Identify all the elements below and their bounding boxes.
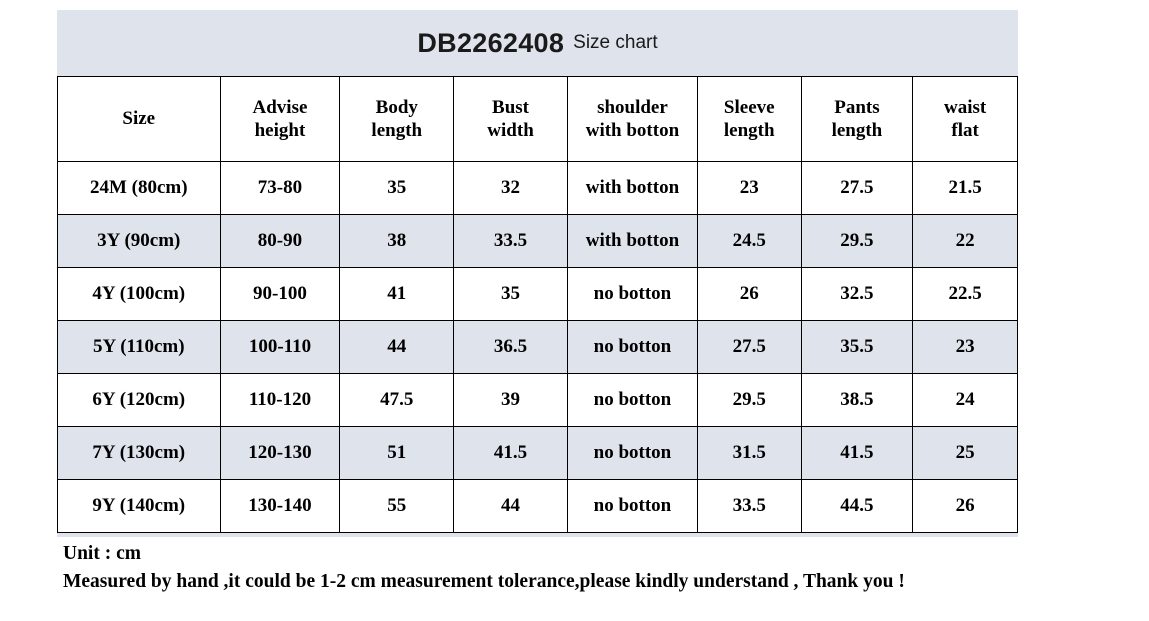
header-line-1: Advise [252,96,308,118]
table-row [58,215,1018,268]
cell-sleeve-length: 24.5 [697,215,801,268]
header-line-1: Body [375,96,418,118]
header-line-2: length [371,120,423,141]
cell-bust-width: 33.5 [454,215,568,268]
cell-advise-height: 110-120 [220,374,340,427]
cell-size: 9Y (140cm) [58,480,221,533]
cell-shoulder: with botton [567,215,697,268]
cell-waist-flat: 26 [913,480,1018,533]
cell-body-length: 47.5 [340,374,454,427]
column-header-shoulder-with-botton [567,77,697,162]
header-line-2: flat [951,120,979,141]
header-line-1: Bust [492,96,530,118]
table-row [58,480,1018,533]
chart-notes [63,540,1103,595]
header-line-2: width [487,120,534,141]
cell-size: 4Y (100cm) [58,268,221,321]
column-header-waist-flat [913,77,1018,162]
cell-sleeve-length: 26 [697,268,801,321]
table-row [58,268,1018,321]
column-header-size [58,77,221,162]
cell-advise-height: 73-80 [220,162,340,215]
header-line-2: length [831,120,883,141]
column-header-sleeve-length [697,77,801,162]
cell-pants-length: 38.5 [801,374,913,427]
cell-body-length: 51 [340,427,454,480]
table-row [58,427,1018,480]
header-line-1: Pants [834,96,880,118]
cell-size: 7Y (130cm) [58,427,221,480]
cell-body-length: 44 [340,321,454,374]
cell-advise-height: 120-130 [220,427,340,480]
cell-sleeve-length: 31.5 [697,427,801,480]
header-line-2: length [723,120,775,141]
cell-pants-length: 27.5 [801,162,913,215]
table-row [58,162,1018,215]
column-header-advise-height [220,77,340,162]
cell-body-length: 55 [340,480,454,533]
header-line-2: height [254,120,306,141]
cell-shoulder: no botton [567,374,697,427]
cell-size: 5Y (110cm) [58,321,221,374]
cell-size: 3Y (90cm) [58,215,221,268]
header-line-1: Size [122,108,156,130]
cell-bust-width: 44 [454,480,568,533]
cell-body-length: 38 [340,215,454,268]
cell-waist-flat: 22.5 [913,268,1018,321]
cell-sleeve-length: 23 [697,162,801,215]
size-chart-table [57,76,1018,533]
tolerance-note: Measured by hand ,it could be 1-2 cm measurement tolerance,please kindly understand , Thank you ! [63,570,905,592]
cell-bust-width: 39 [454,374,568,427]
cell-sleeve-length: 33.5 [697,480,801,533]
cell-waist-flat: 25 [913,427,1018,480]
cell-pants-length: 29.5 [801,215,913,268]
cell-waist-flat: 23 [913,321,1018,374]
cell-waist-flat: 22 [913,215,1018,268]
cell-waist-flat: 24 [913,374,1018,427]
chart-subtitle: Size chart [573,32,658,53]
cell-shoulder: with botton [567,162,697,215]
cell-body-length: 35 [340,162,454,215]
cell-size: 24M (80cm) [58,162,221,215]
cell-waist-flat: 21.5 [913,162,1018,215]
cell-pants-length: 44.5 [801,480,913,533]
table-header-row [58,77,1018,162]
cell-bust-width: 41.5 [454,427,568,480]
unit-note: Unit : cm [63,543,141,564]
header-line-2: with botton [585,120,680,141]
cell-pants-length: 32.5 [801,268,913,321]
cell-advise-height: 80-90 [220,215,340,268]
cell-sleeve-length: 27.5 [697,321,801,374]
cell-size: 6Y (120cm) [58,374,221,427]
cell-pants-length: 41.5 [801,427,913,480]
column-header-pants-length [801,77,913,162]
cell-pants-length: 35.5 [801,321,913,374]
cell-bust-width: 36.5 [454,321,568,374]
cell-advise-height: 130-140 [220,480,340,533]
header-line-1: Sleeve [723,96,775,118]
cell-sleeve-length: 29.5 [697,374,801,427]
cell-body-length: 41 [340,268,454,321]
cell-bust-width: 35 [454,268,568,321]
cell-shoulder: no botton [567,268,697,321]
table-row [58,374,1018,427]
cell-shoulder: no botton [567,321,697,374]
header-line-1: waist [944,96,987,118]
cell-bust-width: 32 [454,162,568,215]
chart-title [57,10,1018,76]
cell-shoulder: no botton [567,427,697,480]
cell-shoulder: no botton [567,480,697,533]
column-header-bust-width [454,77,568,162]
cell-advise-height: 90-100 [220,268,340,321]
column-header-body-length [340,77,454,162]
header-line-1: shoulder [597,96,668,118]
product-code: DB2262408 [417,27,565,58]
table-row [58,321,1018,374]
cell-advise-height: 100-110 [220,321,340,374]
